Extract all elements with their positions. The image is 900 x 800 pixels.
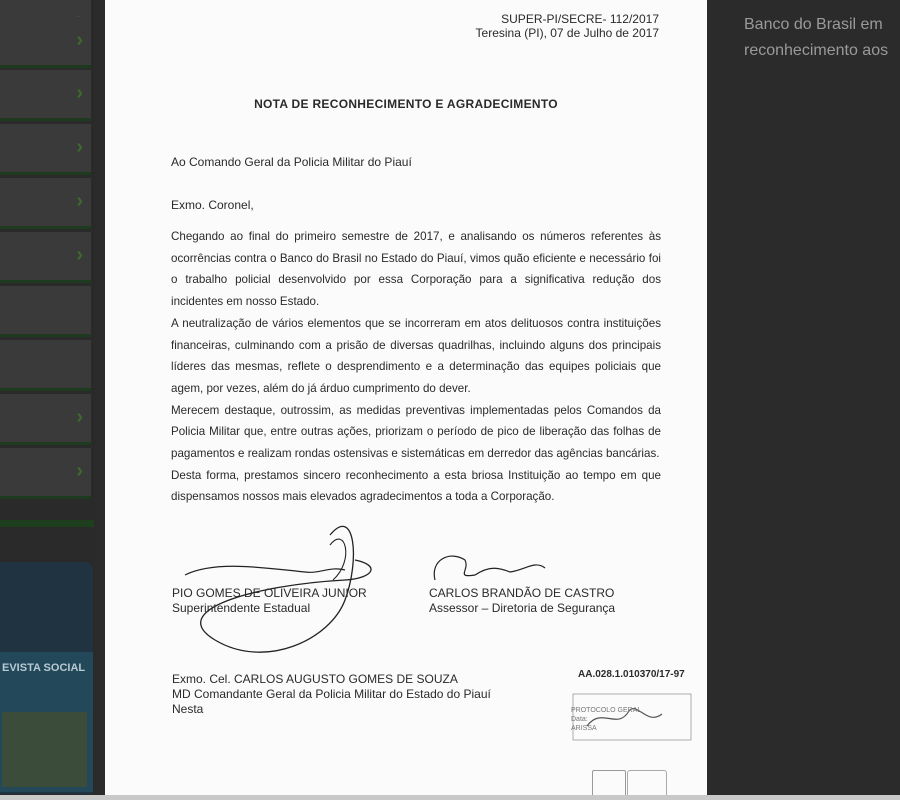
promo-banner[interactable]	[0, 562, 93, 794]
promo-title: EVISTA SOCIAL	[2, 662, 86, 674]
stamp-line: Data:	[571, 716, 588, 723]
sidebar-item[interactable]	[0, 286, 91, 337]
recipient-line: MD Comandante Geral da Policia Militar do Estado do Piauí	[172, 687, 491, 701]
background-article-text	[744, 12, 900, 64]
sidebar-item[interactable]	[0, 17, 91, 68]
sidebar-item[interactable]	[0, 394, 91, 445]
chevron-right-icon: ›	[76, 460, 83, 482]
stamp-line: PROTOCOLO GERAL	[571, 707, 642, 714]
body-paragraph: Merecem destaque, outrossim, as medidas preventivas implementadas pelos Comandos da Policia Militar que, entre outras ações, priorizam o período de pico de liberação das folhas de pagamentos e realizam rondas ostensivas e sistemáticas em derredor das agências bancárias.	[171, 403, 661, 461]
protocol-number: AA.028.1.010370/17-97	[578, 669, 685, 680]
recipient-line: Exmo. Cel. CARLOS AUGUSTO GOMES DE SOUZA	[172, 672, 458, 686]
background-sidebar	[0, 0, 95, 800]
background-text-line: Banco do Brasil em	[744, 16, 883, 33]
reference-number: SUPER-PI/SECRE- 112/2017	[501, 12, 659, 26]
stamp-line: ARISSA	[571, 725, 597, 732]
sidebar-item[interactable]	[0, 124, 91, 175]
document-title: NOTA DE RECONHECIMENTO E AGRADECIMENTO	[254, 97, 558, 111]
addressee: Ao Comando Geral da Policia Militar do Piauí	[171, 155, 412, 169]
sidebar-item[interactable]	[0, 448, 91, 499]
chevron-right-icon: ›	[76, 82, 83, 104]
recipient-line: Nesta	[172, 702, 204, 716]
body-paragraph: Chegando ao final do primeiro semestre de 2017, e analisando os números referentes às ocorrências contra o Banco do Brasil no Estado do Piauí, vimos quão eficiente e necessário foi o trabalho policial desenvolvido por essa Corporação para a significativa redução dos incidentes em nosso Estado.	[171, 230, 661, 309]
greeting: Exmo. Coronel,	[171, 198, 254, 212]
lightbox-document-image[interactable]	[105, 0, 707, 796]
signatory-role: Superintendente Estadual	[172, 601, 311, 615]
recycle-logo-icon	[592, 770, 626, 796]
body-paragraph: A neutralização de vários elementos que se incorreram em atos delituosos contra instituições financeiras, culminando com a prisão de diversas quadrilhas, incluindo alguns dos principais líderes das mesmas, reflete o desprendimento e a determinação das equipes policiais que agem, por vezes, além do já árduo cumprimento do dever.	[171, 316, 661, 395]
body-paragraph: Desta forma, prestamos sincero reconhecimento a esta briosa Instituição ao tempo em que dispensamos nossos mais elevados agradecimentos a toda a Corporação.	[171, 468, 661, 504]
sidebar-item[interactable]	[0, 70, 91, 121]
chevron-right-icon: ›	[76, 190, 83, 212]
recipient-block	[172, 672, 491, 717]
background-text-line: reconhecimento aos	[744, 42, 889, 59]
sidebar-item[interactable]	[0, 232, 91, 283]
sidebar-item[interactable]	[0, 178, 91, 229]
chevron-right-icon: ›	[76, 29, 83, 51]
signature-block-left	[172, 586, 367, 616]
promo-photo	[2, 712, 87, 787]
place-date: Teresina (PI), 07 de Julho de 2017	[475, 26, 659, 40]
signatory-name: CARLOS BRANDÃO DE CASTRO	[429, 586, 615, 600]
signature-block-right	[429, 586, 615, 616]
stamp-text	[571, 706, 641, 733]
horizontal-scrollbar[interactable]	[0, 795, 900, 800]
signatory-role: Assessor – Diretoria de Segurança	[429, 601, 616, 615]
signatory-name: PIO GOMES DE OLIVEIRA JUNIOR	[172, 586, 367, 600]
chevron-right-icon: ›	[76, 244, 83, 266]
seal-box	[627, 770, 667, 796]
sidebar-item[interactable]	[0, 340, 91, 391]
sidebar-divider	[0, 520, 94, 527]
chevron-right-icon: ›	[76, 136, 83, 158]
chevron-right-icon: ›	[76, 406, 83, 428]
